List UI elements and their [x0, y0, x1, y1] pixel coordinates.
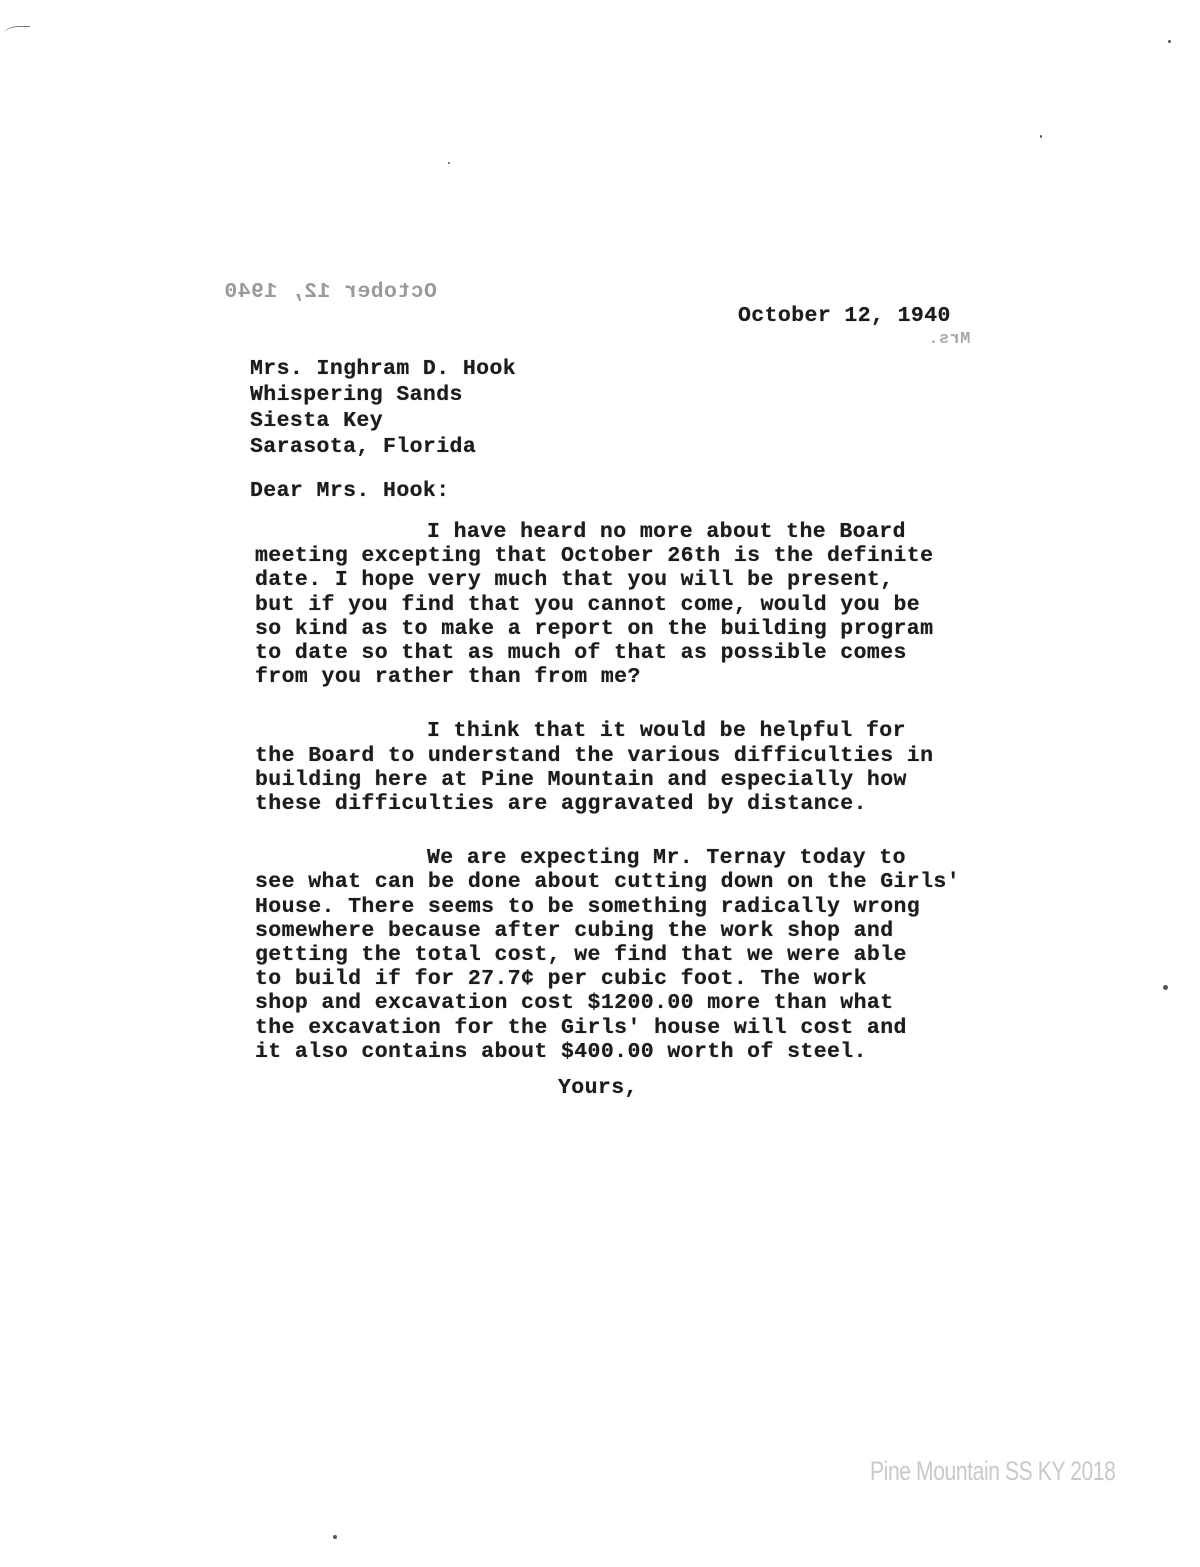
address-line: Mrs. Inghram D. Hook: [250, 357, 517, 381]
paper-speck: [448, 162, 450, 164]
salutation: Dear Mrs. Hook:: [250, 479, 450, 503]
paragraph-3: [255, 846, 1015, 1064]
body-line: so kind as to make a report on the building program: [255, 616, 934, 641]
body-line: to build if for 27.7¢ per cubic foot. The work: [255, 967, 867, 992]
paragraph-2: [255, 719, 1015, 816]
paper-speck: [1168, 40, 1171, 43]
body-line: I have heard no more about the Board: [427, 520, 906, 544]
body-line: the excavation for the Girls' house will cost and: [255, 1015, 907, 1040]
paper-speck: [333, 1535, 337, 1539]
body-line: from you rather than from me?: [255, 665, 641, 690]
body-line: see what can be done about cutting down on the Girls': [255, 870, 961, 895]
body-line: the Board to understand the various difficulties in: [255, 743, 934, 768]
letter-body: [255, 520, 1015, 1094]
corner-scratch: [4, 26, 30, 39]
address-line: Sarasota, Florida: [250, 435, 477, 459]
body-line: somewhere because after cubing the work shop and: [255, 918, 894, 943]
paper-speck: [1163, 985, 1168, 990]
body-line: shop and excavation cost $1200.00 more than what: [255, 991, 894, 1016]
body-line: it also contains about $400.00 worth of steel.: [255, 1039, 867, 1064]
paper-speck: [1040, 135, 1042, 138]
body-line: these difficulties are aggravated by distance.: [255, 792, 867, 817]
bleed-through-mrs: Mrs.: [928, 330, 971, 349]
paragraph-1: [255, 520, 1015, 689]
body-line: We are expecting Mr. Ternay today to: [427, 846, 906, 871]
body-line: getting the total cost, we find that we were able: [255, 943, 907, 968]
body-line: I think that it would be helpful for: [427, 719, 906, 744]
bleed-through-date: October 12, 1940: [224, 280, 437, 304]
address-line: Siesta Key: [250, 409, 384, 433]
body-line: House. There seems to be something radically wrong: [255, 894, 921, 919]
body-line: building here at Pine Mountain and especially how: [255, 767, 907, 792]
body-line: date. I hope very much that you will be present,: [255, 568, 894, 593]
archive-watermark: Pine Mountain SS KY 2018: [870, 1456, 1116, 1486]
body-line: to date so that as much of that as possible comes: [255, 641, 907, 666]
address-line: Whispering Sands: [250, 383, 463, 407]
closing: Yours,: [558, 1076, 638, 1100]
body-line: meeting excepting that October 26th is the definite: [255, 544, 934, 569]
recipient-address: [250, 356, 516, 460]
letter-date: October 12, 1940: [738, 304, 951, 328]
body-line: but if you find that you cannot come, would you be: [255, 592, 921, 617]
